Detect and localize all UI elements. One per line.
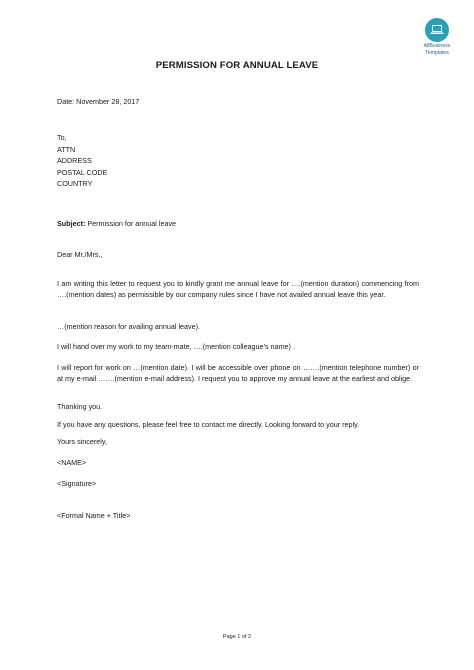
logo-text-line1: AllBusiness	[423, 43, 451, 49]
logo-text-line2: Templates	[425, 50, 449, 56]
salutation: Dear Mr./Mrs.,	[57, 250, 103, 259]
signature-placeholder: <Signature>	[57, 479, 97, 488]
laptop-icon	[425, 18, 449, 42]
body-paragraph-contact: I will report for work on …(mention date). I will be accessible over phone on …….(mention telephone number) or at my e-mail …….(mention e-mail address). I request you to approve my annual leave at the earliest and oblige.	[57, 363, 419, 383]
address-postal-code: POSTAL CODE	[57, 168, 108, 177]
subject-line	[57, 219, 176, 229]
body-paragraph-questions: If you have any questions, please feel free to contact me directly. Looking forward to your reply.	[57, 420, 360, 429]
page-number: Page 1 of 2	[222, 634, 252, 640]
formal-name-placeholder: <Formal Name + Title>	[57, 511, 131, 520]
subject-label: Subject:	[57, 219, 86, 228]
address-attn: ATTN	[57, 145, 76, 154]
closing: Yours sincerely,	[57, 437, 107, 446]
body-paragraph-reason: …(mention reason for availing annual leave).	[57, 322, 201, 331]
subject-text: Permission for annual leave	[85, 219, 177, 228]
name-placeholder: <NAME>	[57, 458, 87, 467]
document-title: PERMISSION FOR ANNUAL LEAVE	[155, 60, 319, 71]
body-paragraph-handover: I will hand over my work to my team-mate, ….(mention colleague’s name) .	[57, 342, 295, 351]
body-paragraph-request: I am writing this letter to request you to kindly grant me annual leave for ….(mention duration) commencing from ….(mention dates) as permissible by our company rules since I have not availed annual leave this year.	[57, 279, 419, 299]
address-line: ADDRESS	[57, 156, 92, 165]
address-country: COUNTRY	[57, 179, 93, 188]
company-logo	[411, 18, 463, 56]
address-to: To,	[57, 133, 67, 142]
body-paragraph-thanks: Thanking you.	[57, 402, 103, 411]
letter-date: Date: November 28, 2017	[57, 97, 140, 106]
